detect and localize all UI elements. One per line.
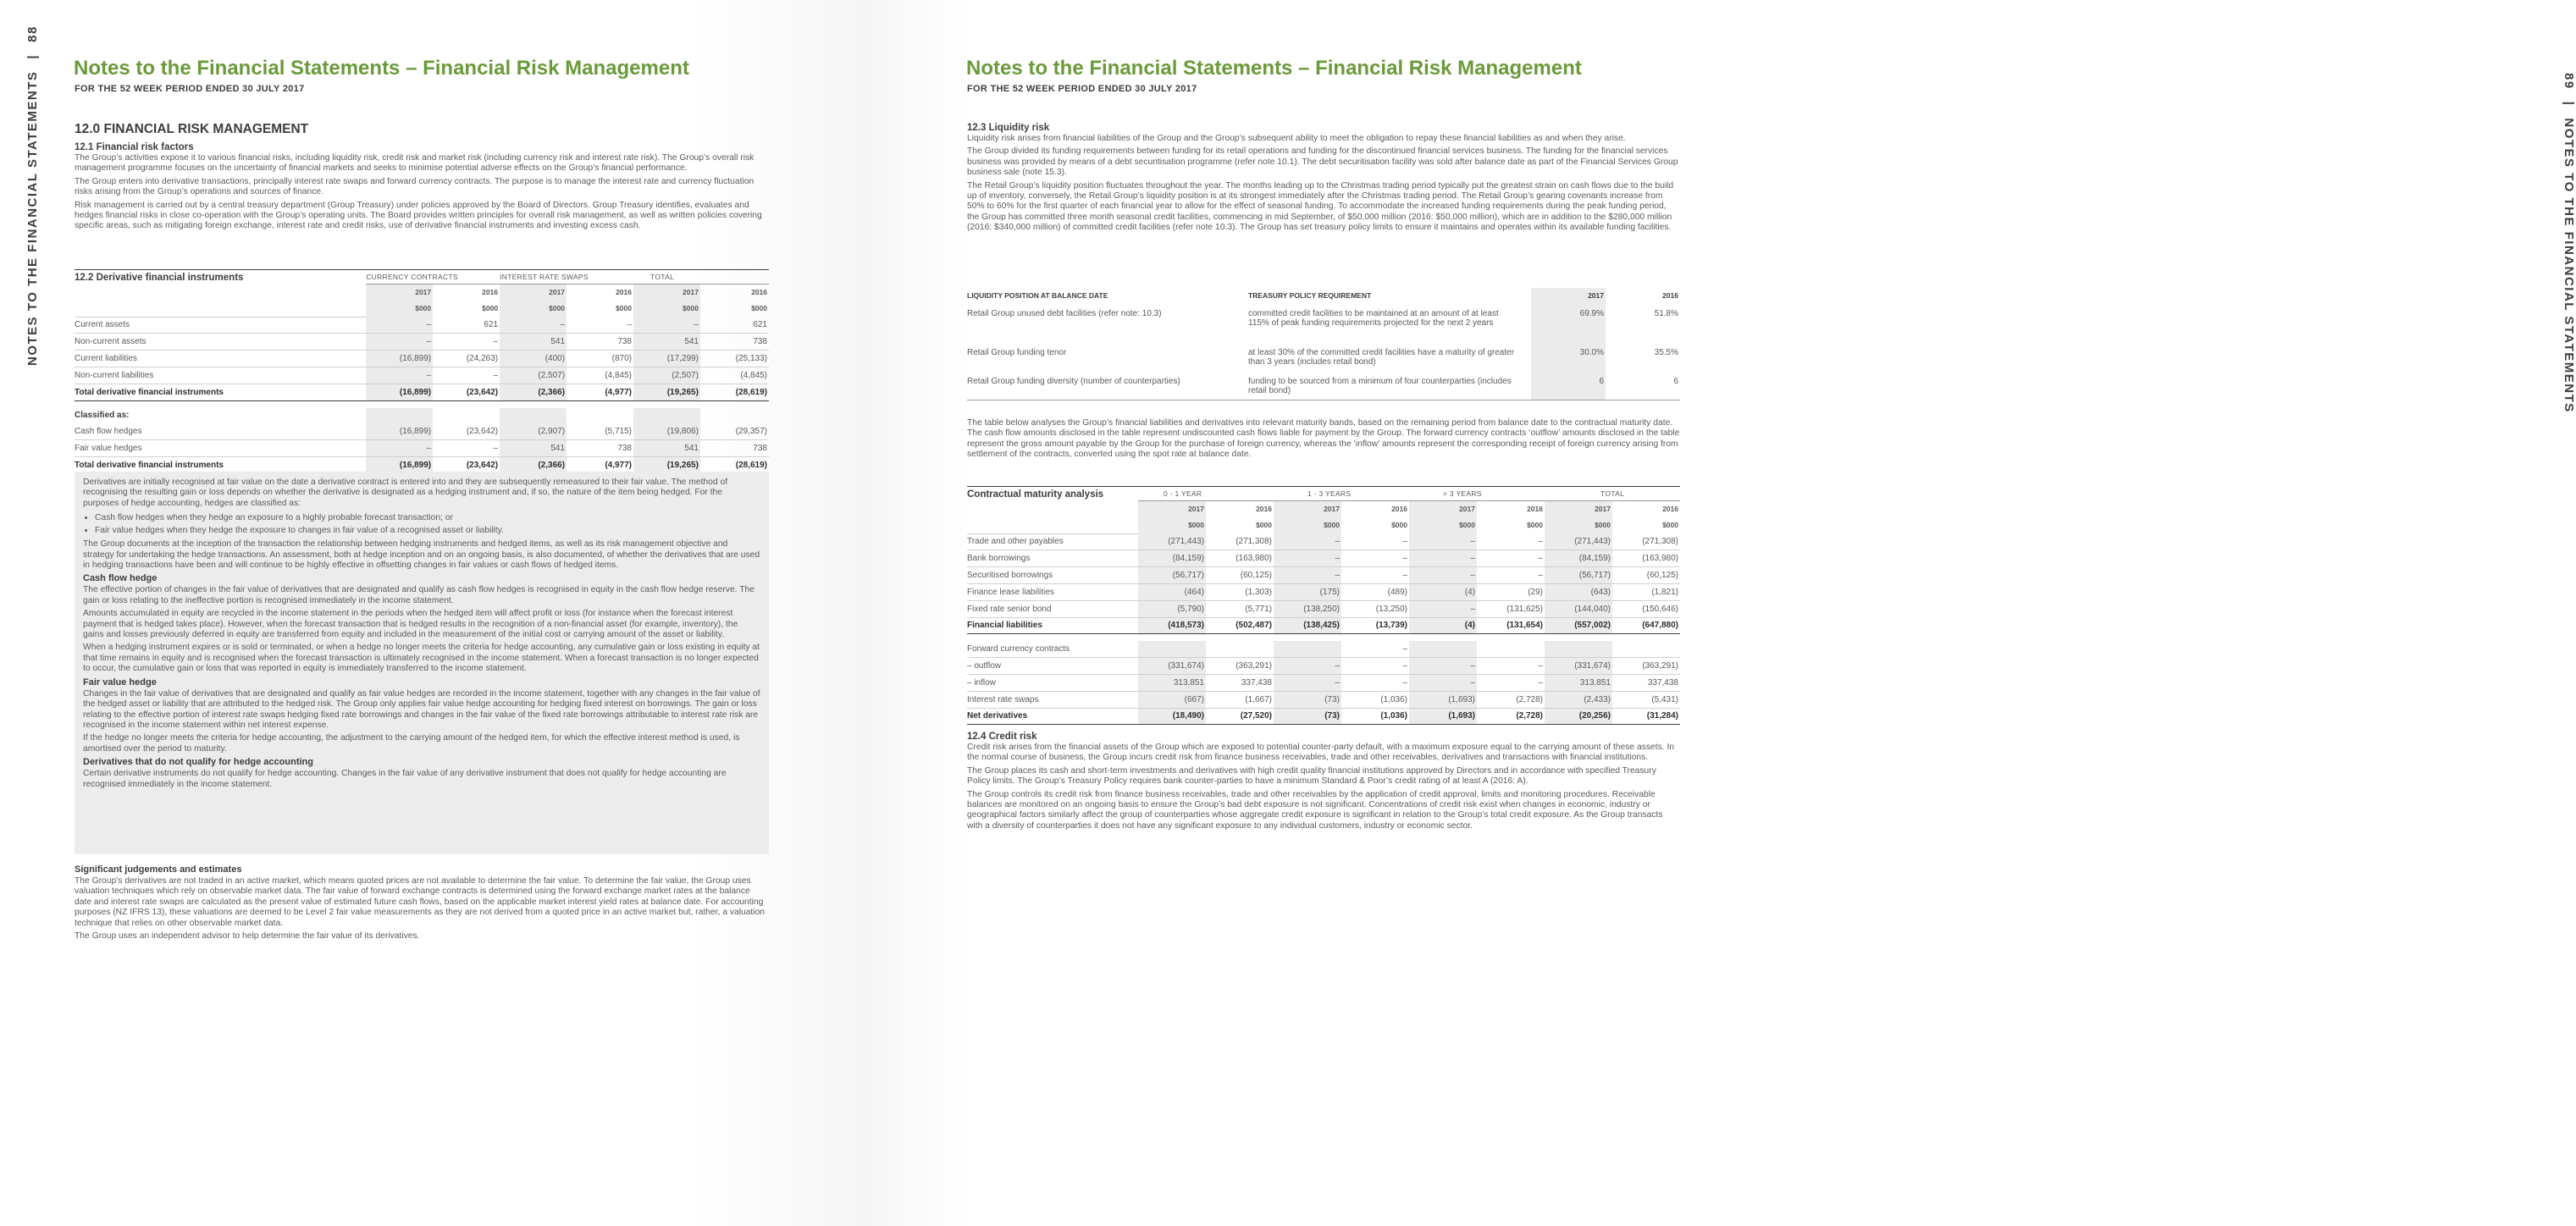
cell-value: (144,040) — [1545, 600, 1612, 617]
cell-value: – — [1274, 533, 1341, 550]
unit-header: $000 — [1391, 521, 1407, 530]
cell-value: (16,899) — [366, 423, 433, 439]
table-row — [967, 674, 1680, 691]
cell-value: (73) — [1274, 708, 1341, 725]
policy-requirement: committed credit facilities to be maintained at an amount of at least 115% of peak funding requirements projected for the next 2 years — [1248, 308, 1499, 329]
cell-value: (2,907) — [500, 423, 567, 439]
cell-value: (2,366) — [500, 384, 567, 400]
cell-value: – — [1477, 533, 1545, 550]
fair-value-hedge-heading: Fair value hedge — [83, 677, 157, 688]
s124-paragraph: Credit risk arises from the financial assets of the Group which are exposed to potential counter-party default, with a maximum exposure equal to the carrying amount of these assets. In the normal course of business, the Group incurs credit risk from finance business receivables, trade and other receivables, derivatives and transactions with financial institutions. — [967, 743, 1675, 763]
unit-header: $000 — [1527, 521, 1543, 530]
cell-value: – — [366, 367, 433, 384]
cell-value: (23,642) — [433, 456, 500, 473]
table-row — [75, 423, 769, 439]
year-header: 2016 — [567, 284, 633, 301]
table-row — [967, 691, 1680, 708]
cell-value: (28,619) — [700, 456, 769, 473]
cell-value: (363,291) — [1612, 658, 1680, 675]
cell-value: (4,977) — [567, 456, 633, 473]
s121-paragraph-3: Risk management is carried out by a central treasury department (Group Treasury) under policies approved by the Board of Directors. Group Treasury identifies, evaluates and hedges financial risks in close co-operation with the Group’s operating units. The Board provides written principles for overall risk management, as well as written policies covering specific areas, such as mitigating foreign exchange, interest rate and credit risks, use of derivative financial instruments and investing excess cash. — [75, 200, 762, 231]
cell-value — [1138, 641, 1206, 657]
unit-header: $000 — [366, 301, 433, 317]
maturity-table-wrap — [967, 486, 1680, 725]
s121-paragraph-1: The Group’s activities expose it to various financial risks, including liquidity risk, credit risk and market risk (including currency risk and interest rate risk). The Group’s overall risk management programme focuses on the uncertainty of financial markets and seeks to minimise potential adverse effects on the Group’s financial performance. — [75, 153, 755, 174]
s124-paragraph: The Group places its cash and short-term investments and derivatives with high credit quality financial institutions approved by Directors and in accordance with specified Treasury Policy limits. The Group’s Treasury Policy requires bank counter-parties to have a minimum Standard & Poor’s credit rating of at least A (2016: A). — [967, 765, 1656, 787]
judgements-section — [75, 862, 769, 944]
cell-value: 738 — [567, 440, 633, 457]
cell-value: – — [433, 334, 500, 351]
table-row — [967, 658, 1680, 675]
judgements-paragraph: The Group uses an independent advisor to help determine the fair value of its derivatives. — [75, 931, 420, 942]
cell-value: (16,899) — [366, 351, 433, 367]
cell-value: – — [433, 440, 500, 457]
cell-value: 738 — [567, 334, 633, 351]
unit-header: $000 — [482, 304, 499, 313]
cell-value: (5,771) — [1206, 600, 1274, 617]
cell-value: – — [1409, 674, 1477, 691]
derivative-table-wrap — [75, 269, 769, 474]
cell-value: – — [1274, 567, 1341, 584]
left-page-subtitle: FOR THE 52 WEEK PERIOD ENDED 30 JULY 2017 — [75, 84, 305, 94]
cell-value: 6 — [1531, 372, 1606, 400]
cell-value: – — [567, 317, 633, 334]
row-label: Trade and other payables — [967, 533, 1138, 550]
unit-header: $000 — [1545, 517, 1612, 533]
cell-value: 69.9% — [1531, 304, 1606, 343]
cell-value: – — [1341, 533, 1409, 550]
cell-value — [1545, 641, 1612, 657]
row-label: Retail Group funding tenor — [967, 347, 1067, 357]
cell-value: (1,821) — [1612, 583, 1680, 600]
credit-risk-section — [967, 732, 1680, 834]
cell-value: (1,693) — [1409, 691, 1477, 708]
cell-value: (2,366) — [500, 456, 567, 473]
year-header: 2017 — [1409, 501, 1477, 517]
policy-paragraph: Derivatives are initially recognised at fair value on the date a derivative contract is entered into and they are subsequently remeasured to their fair value. The method of recognising the resulting gain or loss depends on whether the derivative is designated as a hedging instrument and, if so, the nature of the item being hedged. For the purposes of hedge accounting, hedges are classified as: — [83, 478, 728, 508]
row-label: Non-current assets — [75, 334, 366, 351]
table-row — [967, 583, 1680, 600]
policy-paragraph: Certain derivative instruments do not qualify for hedge accounting. Changes in the fair value of any derivative instrument that does not qualify for hedge accounting are recognised immediately in the income statement. — [83, 769, 727, 789]
judgements-paragraph: The Group’s derivatives are not traded in an active market, which means quoted prices are not available to determine the fair value. To determine the fair value, the Group uses valuation techniques which rely on observable market data. The fair value of forward exchange contracts is determined using the forward exchange market rates at the balance date and interest rate swaps are calculated as the present value of estimated future cash flows, based on the applicable market interest yield rates at balance date. For accounting purposes (NZ IFRS 13), these valuations are deemed to be Level 2 fair value measurements as they are not derived from a quoted price in an active market but, rather, a valuation technique that relies on other observable market data. — [75, 876, 766, 928]
left-page — [0, 0, 867, 1226]
cell-value: (1,036) — [1341, 691, 1409, 708]
cell-value: – — [1409, 600, 1477, 617]
liquidity-table — [967, 288, 1680, 400]
cell-value: (271,308) — [1612, 533, 1680, 550]
cell-value: (31,284) — [1612, 708, 1680, 725]
cell-value: (29,357) — [700, 423, 769, 439]
table-row — [967, 600, 1680, 617]
cell-value: (131,654) — [1477, 617, 1545, 634]
right-vertical-header: 89|NOTES TO THE FINANCIAL STATEMENTS — [2562, 73, 2576, 413]
cell-value: (25,133) — [700, 351, 769, 367]
section-heading: 12.0 FINANCIAL RISK MANAGEMENT — [75, 122, 309, 136]
cell-value: (643) — [1545, 583, 1612, 600]
cell-value: (870) — [567, 351, 633, 367]
cell-value: (73) — [1274, 691, 1341, 708]
cell-value: (647,880) — [1612, 617, 1680, 634]
cell-value: 541 — [633, 334, 700, 351]
table-row — [967, 372, 1680, 400]
table-row — [967, 533, 1680, 550]
cell-value: (163,980) — [1612, 550, 1680, 567]
cell-value: – — [500, 317, 567, 334]
left-vertical-header: NOTES TO THE FINANCIAL STATEMENTS|88 — [25, 25, 40, 366]
cell-value: (60,125) — [1612, 567, 1680, 584]
table-row — [75, 351, 769, 367]
left-intro-section — [75, 122, 769, 235]
cell-value: – — [1409, 658, 1477, 675]
year-header: 2017 — [1274, 501, 1341, 517]
group-header: 1 - 3 YEARS — [1274, 487, 1409, 501]
cell-value: 51.8% — [1654, 308, 1678, 318]
policy-paragraph: If the hedge no longer meets the criteria for hedge accounting, the adjustment to the carrying amount of the hedged item, for which the effective interest method is used, is amortised over the period to maturity. — [83, 733, 740, 754]
cell-value: (19,806) — [633, 423, 700, 439]
group-header: CURRENCY CONTRACTS — [366, 270, 500, 284]
table-row — [967, 617, 1680, 634]
cell-value: (163,980) — [1206, 550, 1274, 567]
cell-value: (557,002) — [1545, 617, 1612, 634]
cell-value: (5,431) — [1612, 691, 1680, 708]
liquidity-table-wrap — [967, 288, 1680, 400]
cell-value: – — [1341, 641, 1409, 657]
cell-value: 30.0% — [1531, 343, 1606, 372]
cell-value: – — [1274, 658, 1341, 675]
cell-value: (4,977) — [567, 384, 633, 400]
cell-value: – — [1409, 533, 1477, 550]
liquidity-header: LIQUIDITY POSITION AT BALANCE DATE — [967, 291, 1108, 301]
cell-value: (24,263) — [433, 351, 500, 367]
cell-value: 35.5% — [1654, 347, 1678, 357]
cell-value: – — [1477, 674, 1545, 691]
year-header: 2016 — [1612, 501, 1680, 517]
cell-value: 621 — [433, 317, 500, 334]
cell-value: 313,851 — [1138, 674, 1206, 691]
cell-value: (2,507) — [633, 367, 700, 384]
cell-value: (2,433) — [1545, 691, 1612, 708]
cell-value: (271,443) — [1138, 533, 1206, 550]
cell-value: (23,642) — [433, 423, 500, 439]
cell-value: (400) — [500, 351, 567, 367]
policy-paragraph: The effective portion of changes in the fair value of derivatives that are designated and qualify as cash flow hedges is recognised in equity in the cash flow hedge reserve. The gain or loss relating to the ineffective portion is recognised immediately in the income statement. — [83, 585, 755, 605]
table-row — [75, 317, 769, 334]
group-header: TOTAL — [633, 270, 769, 284]
cell-value: (13,739) — [1341, 617, 1409, 634]
cell-value — [1477, 641, 1545, 657]
cell-value: 738 — [700, 334, 769, 351]
year-header: 2017 — [500, 284, 567, 301]
year-header: 2017 — [1138, 501, 1206, 517]
policy-paragraph: The Group documents at the inception of the transaction the relationship between hedging instruments and hedged items, as well as its risk management objective and strategy for undertaking the hedge transactions. An assessment, both at hedge inception and on an ongoing basis, is also documented, of whether the derivatives that are used in hedging transactions have been and will continue to be highly effective in offsetting changes in fair values or cash flows of hedged items. — [83, 539, 760, 571]
row-label: Cash flow hedges — [75, 423, 366, 439]
cell-value: – — [1341, 550, 1409, 567]
cell-value: (27,520) — [1206, 708, 1274, 725]
list-item: • Cash flow hedges when they hedge an exposure to a highly probable forecast transaction; or — [95, 511, 760, 524]
non-qualifying-heading: Derivatives that do not qualify for hedge accounting — [83, 757, 313, 768]
cell-value: 337,438 — [1612, 674, 1680, 691]
cell-value: (1,667) — [1206, 691, 1274, 708]
table-row — [75, 367, 769, 384]
cash-flow-hedge-heading: Cash flow hedge — [83, 573, 158, 584]
row-label: Retail Group unused debt facilities (refer note: 10.3) — [967, 308, 1162, 318]
left-page-title: Notes to the Financial Statements – Financial Risk Management — [74, 57, 689, 80]
year-header: 2016 — [1206, 501, 1274, 517]
cell-value: (2,728) — [1477, 708, 1545, 725]
group-header: INTEREST RATE SWAPS — [500, 270, 633, 284]
cell-value: – — [1477, 550, 1545, 567]
table-row — [967, 343, 1680, 372]
row-label: Bank borrowings — [967, 550, 1138, 567]
cell-value: (13,250) — [1341, 600, 1409, 617]
s123-heading: 12.3 Liquidity risk — [967, 123, 1050, 133]
cell-value — [1409, 641, 1477, 657]
maturity-table — [967, 486, 1680, 725]
cell-value: – — [1409, 550, 1477, 567]
row-label: Forward currency contracts — [967, 641, 1138, 657]
cell-value: 621 — [700, 317, 769, 334]
left-page-number: 88 — [25, 25, 40, 42]
cell-value: (138,425) — [1274, 617, 1341, 634]
s124-heading: 12.4 Credit risk — [967, 732, 1037, 742]
cell-value: 337,438 — [1206, 674, 1274, 691]
cell-value: (4) — [1409, 583, 1477, 600]
right-vertical-label: NOTES TO THE FINANCIAL STATEMENTS — [2562, 118, 2576, 413]
group-header: 0 - 1 YEAR — [1138, 487, 1274, 501]
hedge-classification-list — [83, 511, 760, 537]
policy-requirement: at least 30% of the committed credit facilities have a maturity of greater than 3 years (includes retail bond) — [1248, 347, 1515, 367]
cell-value: (16,899) — [366, 384, 433, 400]
row-label: Total derivative financial instruments — [75, 384, 366, 400]
unit-header: $000 — [616, 304, 632, 313]
accounting-policy-box — [75, 472, 769, 854]
unit-header: $000 — [500, 301, 567, 317]
cell-value: (84,159) — [1545, 550, 1612, 567]
right-page — [867, 0, 2576, 1226]
cell-value: (489) — [1341, 583, 1409, 600]
row-label: Interest rate swaps — [967, 691, 1138, 708]
unit-header: $000 — [1274, 517, 1341, 533]
cell-value: (2,507) — [500, 367, 567, 384]
cell-value — [1206, 641, 1274, 657]
cell-value: (1,693) — [1409, 708, 1477, 725]
right-page-subtitle: FOR THE 52 WEEK PERIOD ENDED 30 JULY 2017 — [967, 84, 1197, 94]
cell-value: (60,125) — [1206, 567, 1274, 584]
cell-value: – — [366, 317, 433, 334]
cell-value: – — [1477, 567, 1545, 584]
cell-value — [1274, 641, 1341, 657]
row-label: – outflow — [967, 658, 1138, 675]
cell-value: 541 — [633, 440, 700, 457]
s123-paragraph: The Group divided its funding requirements between funding for its retail operations and funding for the discontinued financial services business. The funding for the financial services business was provided by means of a debt securitisation programme (refer note 10.1). The debt securitisation facility was sold after balance date as part of the Financial Services Group business sale (note 15.3). — [967, 146, 1678, 178]
classified-label: Classified as: — [75, 411, 130, 421]
row-label: Financial liabilities — [967, 617, 1138, 634]
cell-value: (28,619) — [700, 384, 769, 400]
left-vertical-label: NOTES TO THE FINANCIAL STATEMENTS — [25, 70, 40, 366]
cell-value: (271,443) — [1545, 533, 1612, 550]
group-header: TOTAL — [1545, 487, 1680, 501]
cell-value: (363,291) — [1206, 658, 1274, 675]
cell-value: – — [1274, 674, 1341, 691]
cell-value: (418,573) — [1138, 617, 1206, 634]
cell-value: (20,256) — [1545, 708, 1612, 725]
year-header: 2016 — [433, 284, 500, 301]
cell-value: – — [1341, 658, 1409, 675]
derivative-table — [75, 269, 769, 474]
cell-value: – — [1409, 567, 1477, 584]
row-label: Fixed rate senior bond — [967, 600, 1138, 617]
cell-value: (17,299) — [633, 351, 700, 367]
cell-value: (5,790) — [1138, 600, 1206, 617]
table-row — [967, 567, 1680, 584]
cell-value: (16,899) — [366, 456, 433, 473]
cell-value: – — [633, 317, 700, 334]
table-row — [967, 304, 1680, 343]
row-label: Fair value hedges — [75, 440, 366, 457]
group-header: > 3 YEARS — [1409, 487, 1545, 501]
derivative-table-heading: 12.2 Derivative financial instruments — [75, 273, 244, 283]
cell-value: 738 — [700, 440, 769, 457]
judgements-heading: Significant judgements and estimates — [75, 864, 242, 875]
unit-header: $000 — [1409, 517, 1477, 533]
cell-value: (56,717) — [1545, 567, 1612, 584]
cell-value: (138,250) — [1274, 600, 1341, 617]
cell-value: – — [1477, 658, 1545, 675]
maturity-table-heading: Contractual maturity analysis — [967, 489, 1104, 500]
s123-paragraph: Liquidity risk arises from financial liabilities of the Group and the Group’s subsequent ability to meet the obligation to repay these financial liabilities as and when they arise. — [967, 134, 1626, 143]
unit-header: $000 — [1662, 521, 1678, 530]
cell-value: (331,674) — [1138, 658, 1206, 675]
s121-paragraph-2: The Group enters into derivative transactions, principally interest rate swaps and forward currency contracts. The purpose is to manage the interest rate and currency fluctuation risks arising from the Group’s operations and sources of finance. — [75, 176, 755, 197]
cell-value: (1,303) — [1206, 583, 1274, 600]
cell-value: (19,265) — [633, 456, 700, 473]
cell-value: (4,845) — [567, 367, 633, 384]
cell-value: (5,715) — [567, 423, 633, 439]
unit-header: $000 — [633, 301, 700, 317]
row-label: Current assets — [75, 317, 366, 334]
policy-paragraph: Changes in the fair value of derivatives that are designated and qualify as fair value hedges are recorded in the income statement, together with any changes in the fair value of the hedged asset or liability that are attributed to the hedged risk. The Group only applies fair value hedge accounting for hedging fixed interest on borrowings. The gain or loss relating to the effective portion of interest rate swaps hedging fixed rate borrowings and changes in the fair value of the fixed rate borrowings attributable to interest rate risk are recognised in the income statement within net interest expense. — [83, 688, 760, 730]
cell-value: (4) — [1409, 617, 1477, 634]
cell-value: (502,487) — [1206, 617, 1274, 634]
row-label: Securitised borrowings — [967, 567, 1138, 584]
maturity-intro-paragraph: The table below analyses the Group’s financial liabilities and derivatives into relevant maturity bands, based on the remaining period from balance date to the contractual maturity date. The cash flow amounts disclosed in the table represent undiscounted cash flows liable for payment by the Group. The forward currency contracts ‘outflow’ amounts disclosed in the table represent the gross amount payable by the Group for the purchase of foreign currency, whereas the ‘inflow’ amounts represent the corresponding receipt of foreign currency arising from settlement of the contracts, converted using the spot rate at balance date. — [967, 418, 1680, 460]
year-header: 2017 — [633, 284, 700, 301]
cell-value: (29) — [1477, 583, 1545, 600]
cell-value: 541 — [500, 334, 567, 351]
cell-value: (4,845) — [700, 367, 769, 384]
cell-value: – — [433, 367, 500, 384]
cell-value: (84,159) — [1138, 550, 1206, 567]
cell-value: – — [366, 334, 433, 351]
liquidity-header: 2017 — [1531, 288, 1606, 304]
s123-paragraph: The Retail Group’s liquidity position fluctuates throughout the year. The months leading up to the Christmas trading period typically put the greatest strain on cash flows due to the build up of inventory, conversely, the Retail Group’s liquidity position is at its strongest immediately after the Christmas trading period. The Retail Group’s gearing covenants increase from 50% to 60% for the first quarter of each financial year to allow for the effect of seasonal funding. To accommodate the increased funding requirements during the peak funding period, the Group has committed three month seasonal credit facilities, commencing in mid September, of $50,000 million (2016: $50,000 million), which are in addition to the $280,000 million (2016: $340,000 million) of committed credit facilities (refer note 10.3). The Group has set treasury policy limits to ensure it maintains and operates within its available funding facilities. — [967, 180, 1674, 233]
cell-value: (23,642) — [433, 384, 500, 400]
right-page-number: 89 — [2562, 73, 2576, 90]
table-row — [75, 334, 769, 351]
cell-value: 6 — [1606, 372, 1680, 400]
unit-header: $000 — [751, 304, 767, 313]
table-row — [75, 384, 769, 400]
row-label: Net derivatives — [967, 708, 1138, 725]
table-row — [967, 550, 1680, 567]
cell-value: – — [366, 440, 433, 457]
liquidity-header: TREASURY POLICY REQUIREMENT — [1248, 291, 1372, 301]
liquidity-section — [967, 123, 1680, 236]
cell-value: (667) — [1138, 691, 1206, 708]
cell-value: 313,851 — [1545, 674, 1612, 691]
cell-value: (56,717) — [1138, 567, 1206, 584]
liquidity-header: 2016 — [1662, 291, 1678, 301]
cell-value: (19,265) — [633, 384, 700, 400]
cell-value: – — [1341, 674, 1409, 691]
row-label: Total derivative financial instruments — [75, 456, 366, 473]
s121-heading: 12.1 Financial risk factors — [75, 142, 194, 152]
cell-value — [1612, 641, 1680, 657]
cell-value: – — [1341, 567, 1409, 584]
row-label: Finance lease liabilities — [967, 583, 1138, 600]
year-header: 2016 — [1341, 501, 1409, 517]
right-page-title: Notes to the Financial Statements – Financial Risk Management — [966, 57, 1582, 80]
cell-value: (2,728) — [1477, 691, 1545, 708]
cell-value: 541 — [500, 440, 567, 457]
cell-value: – — [1274, 550, 1341, 567]
year-header: 2016 — [1477, 501, 1545, 517]
cell-value: (150,646) — [1612, 600, 1680, 617]
year-header: 2017 — [1545, 501, 1612, 517]
s124-paragraph: The Group controls its credit risk from finance business receivables, trade and other receivables by the application of credit approval, limits and monitoring procedures. Receivable balances are monitored on an ongoing basis to ensure the Group’s bad debt exposure is not significant. Concentrations of credit risk exist when changes in economic, industry or geographical factors similarly affect the group of counterparties whose aggregate credit exposure is significant in relation to the Group’s total credit exposure. As the Group transacts with a diversity of counterparties it does not have any significant exposure to any individual customers, industry or economic sector. — [967, 789, 1663, 831]
row-label: Non-current liabilities — [75, 367, 366, 384]
year-header: 2016 — [700, 284, 769, 301]
list-item: • Fair value hedges when they hedge the exposure to changes in fair value of a recognised asset or liability. — [95, 524, 760, 537]
table-row — [967, 641, 1680, 657]
policy-paragraph: Amounts accumulated in equity are recycled in the income statement in the periods when the hedged item will affect profit or loss (for instance when the forecast interest payment that is hedged takes place). However, when the forecast transaction that is hedged results in the recognition of a non-financial asset (for example, inventory), the gains and losses previously deferred in equity are transferred from equity and included in the measurement of the initial cost or carrying amount of the asset or liability. — [83, 609, 738, 640]
cell-value: (131,625) — [1477, 600, 1545, 617]
table-row — [967, 708, 1680, 725]
cell-value: (331,674) — [1545, 658, 1612, 675]
cell-value: (1,036) — [1341, 708, 1409, 725]
cell-value: (18,490) — [1138, 708, 1206, 725]
row-label: Retail Group funding diversity (number of counterparties) — [967, 372, 1248, 400]
row-label: Current liabilities — [75, 351, 366, 367]
maturity-intro — [967, 418, 1680, 463]
unit-header: $000 — [1256, 521, 1272, 530]
unit-header: $000 — [1138, 517, 1206, 533]
year-header: 2017 — [366, 284, 433, 301]
policy-paragraph: When a hedging instrument expires or is sold or terminated, or when a hedge no longer meets the criteria for hedge accounting, any cumulative gain or loss existing in equity at that time remains in equity and is recognised when the forecast transaction is ultimately recognised in the income statement. When a forecast transaction is no longer expected to occur, the cumulative gain or loss that was reported in equity is immediately transferred to the income statement. — [83, 643, 760, 674]
cell-value: (175) — [1274, 583, 1341, 600]
cell-value: (464) — [1138, 583, 1206, 600]
row-label: – inflow — [967, 674, 1138, 691]
table-row — [75, 440, 769, 457]
cell-value: (271,308) — [1206, 533, 1274, 550]
policy-requirement: funding to be sourced from a minimum of four counterparties (includes retail bond) — [1248, 372, 1531, 400]
